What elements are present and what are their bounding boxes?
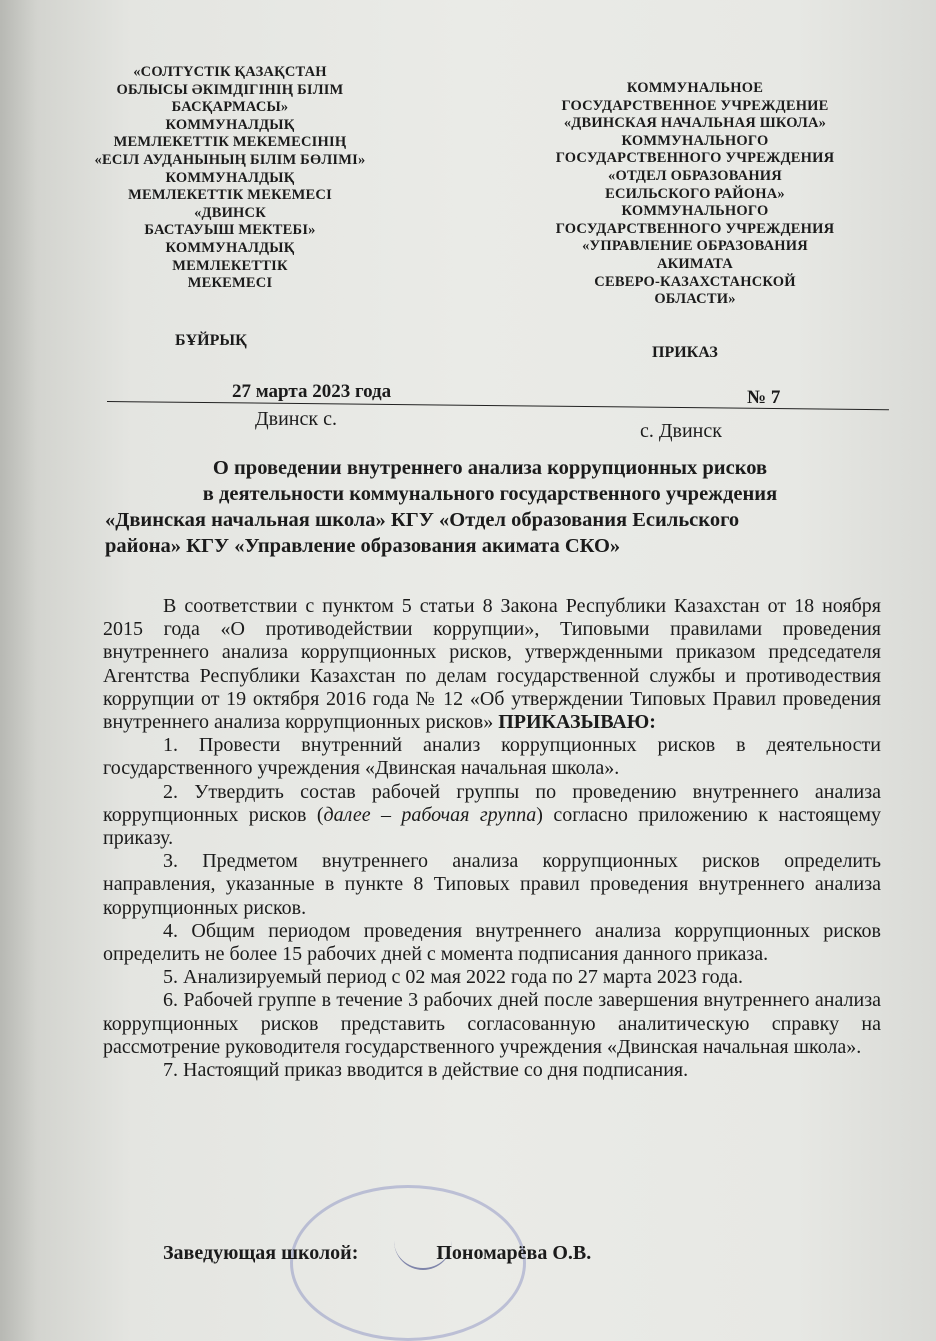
header-kazakh [70,64,390,293]
order-item-3: 3. Предметом внутреннего анализа коррупционных рисков определить направления, указанные в пункте 8 Типовых правил проведения внутреннего анализа коррупционных рисков. [103,850,881,919]
item2-italic: далее – рабочая группа [323,803,537,826]
header-kazakh-line: БАСТАУЫШ МЕКТЕБІ» [144,222,316,239]
header-kazakh-line: МЕМЛЕКЕТТІК МЕКЕМЕСІНІҢ [113,134,347,151]
order-item-5: 5. Анализируемый период с 02 мая 2022 года по 27 марта 2023 года. [163,966,744,989]
header-kazakh-line: МЕМЛЕКЕТТІК МЕКЕМЕСІ [128,187,332,204]
order-body [103,595,881,1082]
header-russian-line: ГОСУДАРСТВЕННОГО УЧРЕЖДЕНИЯ [555,220,835,237]
subject-line: О проведении внутреннего анализа коррупционных рисков [212,457,768,479]
header-russian-line: «УПРАВЛЕНИЕ ОБРАЗОВАНИЯ [582,238,808,255]
header-kazakh-line: ОБЛЫСЫ ӘКІМДІГІНІҢ БІЛІМ [116,81,344,98]
order-date: 27 марта 2023 года [232,381,392,402]
preamble-text: В соответствии с пунктом 5 статьи 8 Закона Республики Казахстан от 18 ноября 2015 года «О противодействии коррупции», Типовыми правилами проведения внутреннего анализа коррупционных рисков, утвержденными приказом председателя Агентства Республики Казахстан по делам государственной службы и противодествия коррупции от 19 октября 2016 года № 12 «Об утверждении Типовых Правил проведения внутреннего анализа коррупционных рисков» [103,595,881,734]
order-word: ПРИКАЗЫВАЮ: [498,711,656,734]
signature-block [163,1242,591,1265]
place-russian: с. Двинск [640,420,722,442]
header-russian-line: ГОСУДАРСТВЕННОЕ УЧРЕЖДЕНИЕ [561,97,829,114]
item2-text-a: 2. Утвердить состав рабочей группы по проведению внутреннего анализа коррупционных рисков ( [103,780,881,826]
preamble-paragraph [103,595,881,734]
place-kazakh: Двинск с. [255,408,337,430]
order-item-4: 4. Общим периодом проведения внутреннего анализа коррупционных рисков определить не более 15 рабочих дней с момента подписания данного приказа. [103,919,881,966]
header-russian-line: «ДВИНСКАЯ НАЧАЛЬНАЯ ШКОЛА» [563,115,827,132]
item2-text-b: ) согласно приложению к настоящему приказу. [103,803,882,850]
header-russian-line: КОММУНАЛЬНОГО [621,203,769,220]
header-russian-line: КОММУНАЛЬНОГО [621,132,769,149]
header-kazakh-line: «СОЛТҮСТІК ҚАЗАҚСТАН [133,64,327,80]
header-russian-line: «ОТДЕЛ ОБРАЗОВАНИЯ [608,167,782,184]
header-kazakh-line: МЕКЕМЕСІ [187,275,273,292]
doc-type-kazakh: БҰЙРЫҚ [175,332,247,349]
header-russian-line: АКИМАТА [657,255,733,272]
doc-type-russian: ПРИКАЗ [652,344,718,361]
subject-line: «Двинская начальная школа» КГУ «Отдел образования Есильского [105,509,740,531]
header-kazakh-line: КОММУНАЛДЫҚ [165,116,295,133]
signature-name: Пономарёва О.В. [436,1242,592,1264]
order-item-6: 6. Рабочей группе в течение 3 рабочих дней после завершения внутреннего анализа коррупционных рисков представить согласованную аналитическую справку на рассмотрение руководителя государственного учреждения «Двинская начальная школа». [103,989,881,1058]
header-kazakh-line: МЕМЛЕКЕТТІК [172,257,288,274]
order-number: № 7 [747,387,781,408]
header-russian [500,80,890,309]
header-kazakh-line: «ДВИНСК [194,204,266,221]
header-kazakh-line: КОММУНАЛДЫҚ [165,169,295,186]
header-kazakh-line: «ЕСІЛ АУДАНЫНЫҢ БІЛІМ БӨЛІМІ» [94,151,366,168]
header-kazakh-line: БАСҚАРМАСЫ» [171,99,289,116]
subject-line: района» КГУ «Управление образования акимата СКО» [105,535,621,557]
header-russian-line: КОММУНАЛЬНОЕ [626,80,764,96]
order-item-7: 7. Настоящий приказ вводится в действие со дня подписания. [163,1059,689,1082]
header-russian-line: СЕВЕРО-КАЗАХСТАНСКОЙ [594,273,796,290]
header-russian-line: ЕСИЛЬСКОГО РАЙОНА» [605,185,785,202]
header-russian-line: ОБЛАСТИ» [654,291,736,308]
header-kazakh-line: КОММУНАЛДЫҚ [165,239,295,256]
order-item-2 [103,781,881,851]
signature-title: Заведующая школой: [163,1242,359,1264]
order-item-1: 1. Провести внутренний анализ коррупционных рисков в деятельности государственного учреждения «Двинская начальная школа». [103,734,881,780]
order-subject [105,455,875,559]
header-russian-line: ГОСУДАРСТВЕННОГО УЧРЕЖДЕНИЯ [555,150,835,167]
subject-line: в деятельности коммунального государственного учреждения [202,483,778,505]
